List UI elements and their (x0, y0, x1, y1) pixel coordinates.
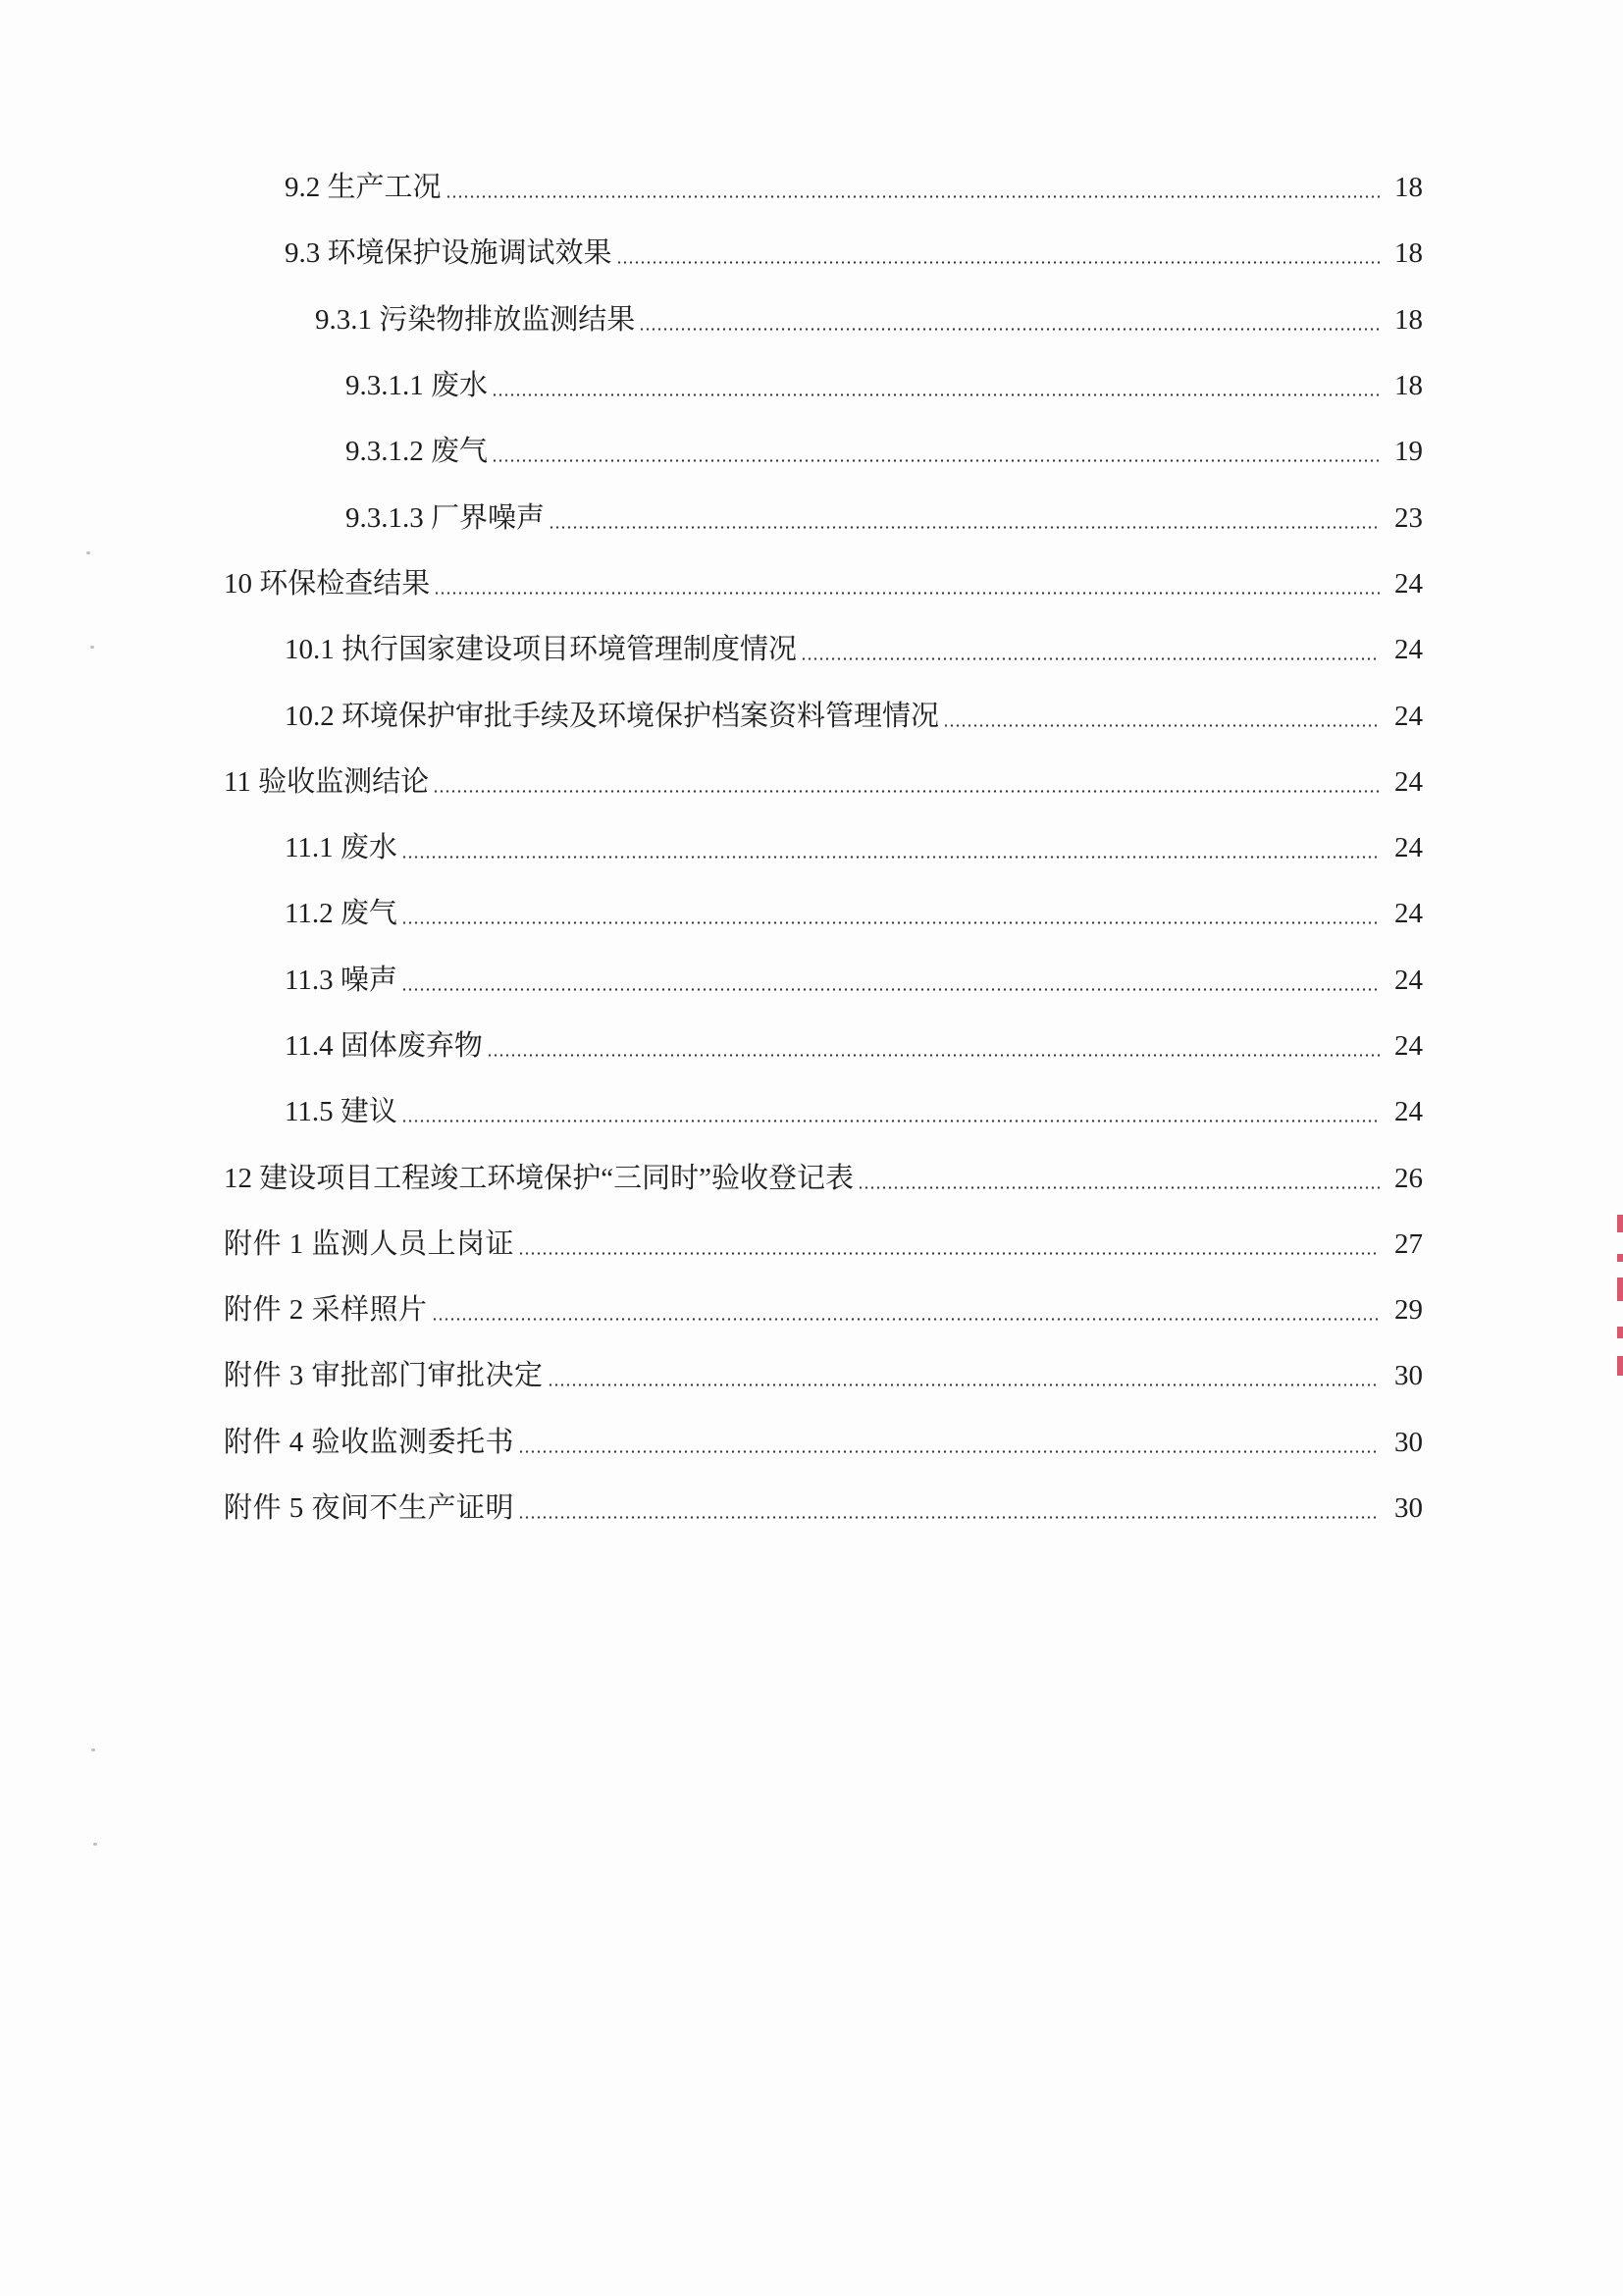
toc-entry[interactable] (224, 815, 1423, 881)
toc-entry-page-number: 18 (1394, 172, 1423, 204)
toc-entry-label: 12 建设项目工程竣工环境保护“三同时”验收登记表 (224, 1162, 854, 1194)
edge-color-mark (1617, 1356, 1623, 1376)
dot-leader (401, 988, 1380, 991)
toc-entry-page-number: 24 (1394, 1096, 1423, 1128)
toc-entry-label: 9.3 环境保护设施调试效果 (285, 237, 612, 270)
toc-entry-label: 10.1 执行国家建设项目环境管理制度情况 (285, 634, 798, 666)
toc-entry-page-number: 24 (1394, 1030, 1423, 1062)
toc-entry-label: 9.3.1 污染物排放监测结果 (315, 303, 636, 336)
toc-entry-page-number: 29 (1394, 1294, 1423, 1327)
scan-speck (90, 646, 94, 649)
dot-leader (801, 657, 1380, 660)
toc-entry-page-number: 24 (1394, 634, 1423, 666)
scan-speck (91, 1748, 95, 1751)
toc-entry-page-number: 26 (1394, 1162, 1423, 1194)
dot-leader (518, 1252, 1380, 1255)
toc-entry[interactable] (224, 683, 1423, 749)
toc-entry[interactable] (224, 419, 1423, 485)
toc-entry-label: 11 验收监测结论 (224, 765, 430, 798)
dot-leader (518, 1450, 1380, 1453)
dot-leader (492, 393, 1380, 396)
toc-entry[interactable] (224, 287, 1423, 353)
dot-leader (943, 724, 1380, 727)
toc-entry-label: 11.2 废气 (285, 898, 397, 930)
toc-entry-label: 9.3.1.3 厂界噪声 (345, 501, 546, 534)
dot-leader (492, 459, 1380, 462)
dot-leader (639, 328, 1380, 331)
toc-entry[interactable] (224, 221, 1423, 287)
toc-entry-page-number: 30 (1394, 1492, 1423, 1525)
table-of-contents (224, 155, 1423, 1541)
toc-entry-page-number: 18 (1394, 370, 1423, 402)
toc-entry-label: 11.5 建议 (285, 1096, 397, 1128)
toc-entry-page-number: 24 (1394, 964, 1423, 996)
toc-entry-label: 11.3 噪声 (285, 964, 397, 996)
toc-entry-label: 附件 3 审批部门审批决定 (224, 1360, 544, 1392)
toc-entry[interactable] (224, 551, 1423, 617)
toc-entry[interactable] (224, 750, 1423, 815)
toc-entry[interactable] (224, 1343, 1423, 1409)
toc-entry-label: 10.2 环境保护审批手续及环境保护档案资料管理情况 (285, 700, 940, 732)
toc-entry-label: 9.2 生产工况 (285, 172, 442, 204)
toc-entry-page-number: 24 (1394, 700, 1423, 732)
toc-entry-page-number: 27 (1394, 1227, 1423, 1260)
toc-entry[interactable] (224, 1079, 1423, 1145)
toc-entry-page-number: 23 (1394, 501, 1423, 534)
toc-entry[interactable] (224, 948, 1423, 1014)
toc-entry-page-number: 24 (1394, 898, 1423, 930)
toc-entry[interactable] (224, 1145, 1423, 1211)
toc-entry[interactable] (224, 1014, 1423, 1079)
toc-entry-label: 9.3.1.2 废气 (345, 436, 489, 468)
dot-leader (518, 1516, 1380, 1519)
dot-leader (401, 856, 1380, 859)
scan-speck (86, 551, 90, 554)
toc-entry[interactable] (224, 1410, 1423, 1476)
toc-entry-page-number: 19 (1394, 436, 1423, 468)
toc-entry[interactable] (224, 353, 1423, 419)
dot-leader (487, 1054, 1380, 1057)
toc-entry-page-number: 18 (1394, 237, 1423, 270)
dot-leader (401, 921, 1380, 924)
toc-entry-label: 附件 5 夜间不生产证明 (224, 1492, 515, 1525)
dot-leader (432, 1318, 1380, 1321)
toc-entry-label: 11.1 废水 (285, 832, 397, 864)
toc-entry-label: 附件 2 采样照片 (224, 1294, 428, 1327)
toc-entry-label: 9.3.1.1 废水 (345, 370, 489, 402)
toc-entry-page-number: 18 (1394, 303, 1423, 336)
toc-entry-label: 10 环保检查结果 (224, 567, 431, 600)
dot-leader (433, 790, 1380, 793)
toc-entry[interactable] (224, 485, 1423, 550)
toc-entry-label: 附件 4 验收监测委托书 (224, 1426, 515, 1458)
toc-entry[interactable] (224, 1476, 1423, 1541)
dot-leader (445, 195, 1380, 198)
dot-leader (401, 1120, 1380, 1122)
toc-entry-page-number: 24 (1394, 765, 1423, 798)
toc-entry-label: 11.4 固体废弃物 (285, 1030, 483, 1062)
toc-entry[interactable] (224, 881, 1423, 947)
toc-entry[interactable] (224, 1278, 1423, 1343)
dot-leader (858, 1186, 1380, 1189)
toc-entry[interactable] (224, 1212, 1423, 1278)
toc-entry[interactable] (224, 617, 1423, 683)
dot-leader (434, 592, 1380, 595)
dot-leader (548, 1383, 1380, 1386)
toc-entry-page-number: 30 (1394, 1360, 1423, 1392)
edge-color-mark (1617, 1254, 1623, 1262)
edge-color-mark (1617, 1327, 1623, 1338)
toc-entry-label: 附件 1 监测人员上岗证 (224, 1227, 515, 1260)
toc-entry[interactable] (224, 155, 1423, 221)
toc-entry-page-number: 24 (1394, 567, 1423, 600)
dot-leader (549, 526, 1380, 529)
edge-color-mark (1617, 1278, 1623, 1301)
toc-entry-page-number: 30 (1394, 1426, 1423, 1458)
dot-leader (616, 261, 1380, 264)
toc-entry-page-number: 24 (1394, 832, 1423, 864)
edge-color-mark (1617, 1215, 1623, 1232)
scan-speck (93, 1843, 97, 1846)
